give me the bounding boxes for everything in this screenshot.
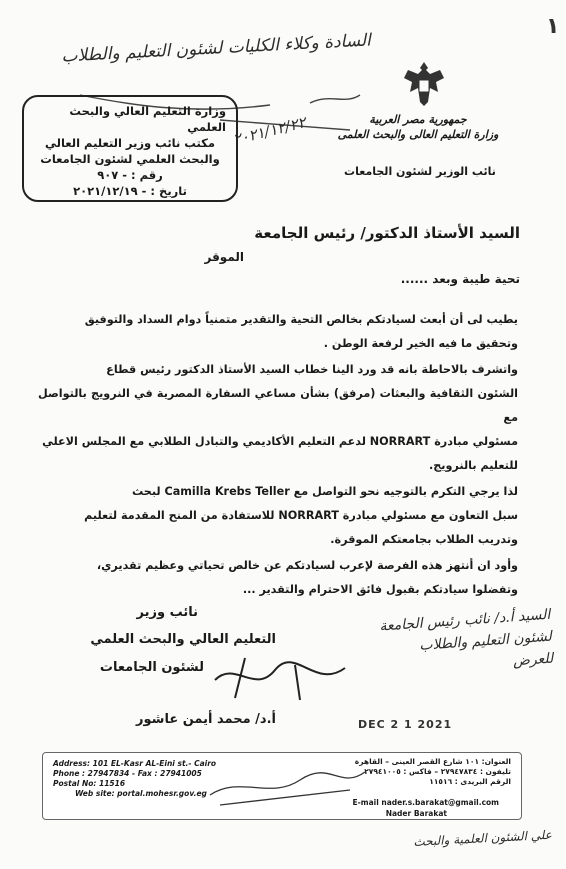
handwritten-date-top: ٢٠٢١/١٢/٢٢ — [230, 113, 308, 149]
letter-body — [38, 308, 518, 602]
paragraph-line: للتعليم بالنرويج. — [428, 459, 518, 472]
footer-address: Address: 101 EL-Kasr AL-Eini st.- Cairo — [53, 759, 217, 768]
paragraph-line: مسئولي مبادرة NORRART لدعم التعليم الأكاديمي والتبادل الطلابي مع المجلس الاعلي — [42, 435, 518, 448]
paragraph-line: الشئون الثقافية والبعثات (مرفق) بشأن مساعي السفارة المصرية في النرويج بالتواصل مع — [38, 387, 518, 424]
page-number-mark: ١ — [546, 14, 560, 39]
reference-date: تاريخ : - ٢٠٢١/١٢/١٩ — [73, 184, 187, 198]
ministry-country: جمهورية مصر العربية — [369, 113, 467, 126]
paragraph-line: وتفضلوا سيادتكم بقبول فائق الاحترام والتقدير ... — [242, 583, 518, 596]
office-deputy-line-2: والبحث العلمي لشئون الجامعات — [40, 152, 220, 166]
footer-postal-ar: الرقم البريدى : ١١٥١٦ — [429, 777, 511, 786]
handwritten-footer-scribble — [200, 760, 370, 810]
footer-website: Web site: portal.mohesr.gov.eg — [75, 789, 207, 798]
paragraph-line: يطيب لى أن أبعث لسيادتكم بخالص التحية والتقدير متمنياً دوام السداد والتوفيق — [84, 313, 518, 326]
ministry-name: وزارة التعليم العالى والبحث العلمى — [337, 128, 499, 141]
handwritten-bottom-note: علي الشئون العلمية والبحث — [413, 827, 553, 849]
deputy-minister-title: نائب الوزير لشئون الجامعات — [344, 165, 496, 178]
recipient-title: السيد الأستاذ الدكتور/ رئيس الجامعة — [254, 224, 520, 242]
footer-phone: Phone : 27947834 - Fax : 27941005 — [53, 769, 202, 778]
reference-number: رقم : - ٩٠٧ — [97, 168, 163, 182]
paragraph-line: سبل التعاون مع مسئولي مبادرة NORRART للاستفادة من المنح المقدمة لتعليم — [84, 509, 518, 522]
office-deputy-line: مكتب نائب وزير التعليم العالي — [45, 136, 215, 150]
paragraph-line: وتدريب الطلاب بجامعتكم الموقرة. — [330, 533, 518, 546]
handwritten-referral-note — [310, 604, 554, 687]
office-reference-box — [22, 95, 238, 202]
signature-title-3: لشئون الجامعات — [99, 660, 204, 675]
footer-address-ar: العنوان: ١٠١ شارع القصر العينى – القاهرة — [354, 757, 511, 766]
received-date-stamp: DEC 2 1 2021 — [358, 718, 453, 731]
signature-title-1: نائب وزير — [136, 605, 198, 620]
ministry-header — [318, 112, 518, 142]
signature-title-2: التعليم العالي والبحث العلمي — [90, 632, 276, 647]
eagle-emblem-icon — [400, 58, 448, 110]
paragraph-line: لذا يرجي التكرم بالتوجيه نحو التواصل مع Camilla Krebs Teller لبحث — [131, 485, 518, 498]
footer-postal: Postal No: 11516 — [53, 779, 126, 788]
office-ministry-line: وزارة التعليم العالي والبحث العلمي — [69, 104, 226, 134]
paragraph-line: واتشرف بالاحاطة بانه قد ورد الينا خطاب السيد الأستاذ الدكتور رئيس قطاع — [106, 363, 518, 376]
handwritten-referral-line: لشئون التعليم والطلاب — [418, 628, 553, 654]
handwritten-referral-line: للعرض — [512, 650, 554, 670]
footer-email: E-mail nader.s.barakat@gmail.com — [352, 798, 499, 807]
paragraph-line: وأود ان أنتهز هذه الفرصة لإعرب لسيادتكم عن خالص تحياتي وعظيم تقديري، — [96, 559, 518, 572]
footer-phone-ar: تليفون : ٢٧٩٤٧٨٣٤ – فاكس : ٢٧٩٤١٠٠٥ — [364, 767, 511, 776]
signatory-name: أ.د/ محمد أيمن عاشور — [136, 712, 276, 727]
recipient-honorific: الموقر — [204, 250, 244, 264]
paragraph-line: وتحقيق ما فيه الخير لرفعة الوطن . — [323, 337, 518, 350]
footer-name: Nader Barakat — [385, 809, 447, 818]
handwritten-referral-line: السيد أ.د/ نائب رئيس الجامعة — [378, 606, 551, 635]
greeting: تحية طيبة وبعد ...... — [400, 272, 520, 286]
handwritten-addressee-note: السادة وكلاء الكليات لشئون التعليم والطلاب — [60, 30, 372, 67]
